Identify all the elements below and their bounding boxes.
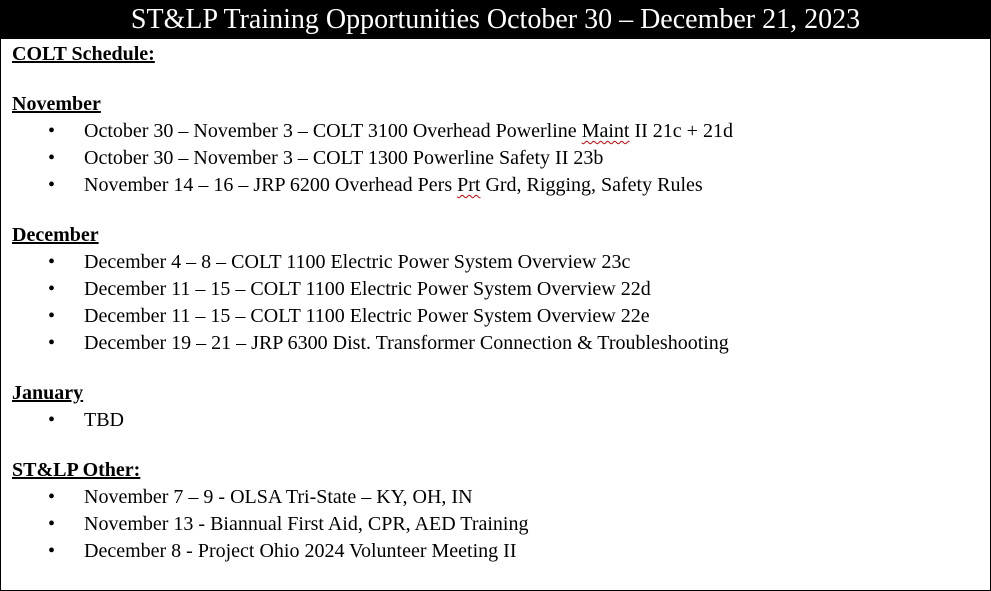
spacer bbox=[12, 68, 990, 91]
item-text: November 7 – 9 - OLSA Tri-State – KY, OH, IN bbox=[84, 486, 473, 508]
list-item bbox=[12, 484, 990, 511]
november-list bbox=[12, 118, 990, 199]
item-text: December 19 – 21 – JRP 6300 Dist. Transformer Connection & Troubleshooting bbox=[84, 332, 729, 354]
item-text: November 14 – 16 – JRP 6200 Overhead Pers Prt Grd, Rigging, Safety Rules bbox=[84, 174, 703, 196]
list-item bbox=[12, 538, 990, 565]
item-text: October 30 – November 3 – COLT 1300 Powerline Safety II 23b bbox=[84, 147, 604, 169]
spacer bbox=[12, 357, 990, 380]
item-text: December 8 - Project Ohio 2024 Volunteer Meeting II bbox=[84, 540, 517, 562]
item-text: December 11 – 15 – COLT 1100 Electric Power System Overview 22e bbox=[84, 305, 650, 327]
january-list bbox=[12, 407, 990, 434]
list-item bbox=[12, 407, 990, 434]
item-text: October 30 – November 3 – COLT 3100 Overhead Powerline Maint II 21c + 21d bbox=[84, 120, 733, 142]
spellcheck-flag: Maint bbox=[581, 120, 630, 142]
stlp-other-list bbox=[12, 484, 990, 565]
item-text: November 13 - Biannual First Aid, CPR, AED Training bbox=[84, 513, 529, 535]
item-text: TBD bbox=[84, 409, 124, 431]
list-item bbox=[12, 249, 990, 276]
spacer bbox=[12, 199, 990, 222]
list-item bbox=[12, 330, 990, 357]
list-item bbox=[12, 303, 990, 330]
list-item bbox=[12, 276, 990, 303]
spacer bbox=[12, 434, 990, 457]
november-heading: November bbox=[12, 93, 101, 115]
january-heading: January bbox=[12, 382, 84, 404]
december-list bbox=[12, 249, 990, 357]
list-item bbox=[12, 118, 990, 145]
page-title: ST&LP Training Opportunities October 30 – December 21, 2023 bbox=[1, 1, 990, 39]
colt-schedule-heading: COLT Schedule: bbox=[12, 43, 155, 65]
spellcheck-flag: Prt bbox=[457, 174, 481, 196]
list-item bbox=[12, 145, 990, 172]
list-item bbox=[12, 172, 990, 199]
document-body bbox=[1, 39, 990, 565]
stlp-other-heading: ST&LP Other: bbox=[12, 459, 141, 481]
list-item bbox=[12, 511, 990, 538]
item-text: December 4 – 8 – COLT 1100 Electric Power System Overview 23c bbox=[84, 251, 631, 273]
item-text: December 11 – 15 – COLT 1100 Electric Power System Overview 22d bbox=[84, 278, 651, 300]
december-heading: December bbox=[12, 224, 99, 246]
